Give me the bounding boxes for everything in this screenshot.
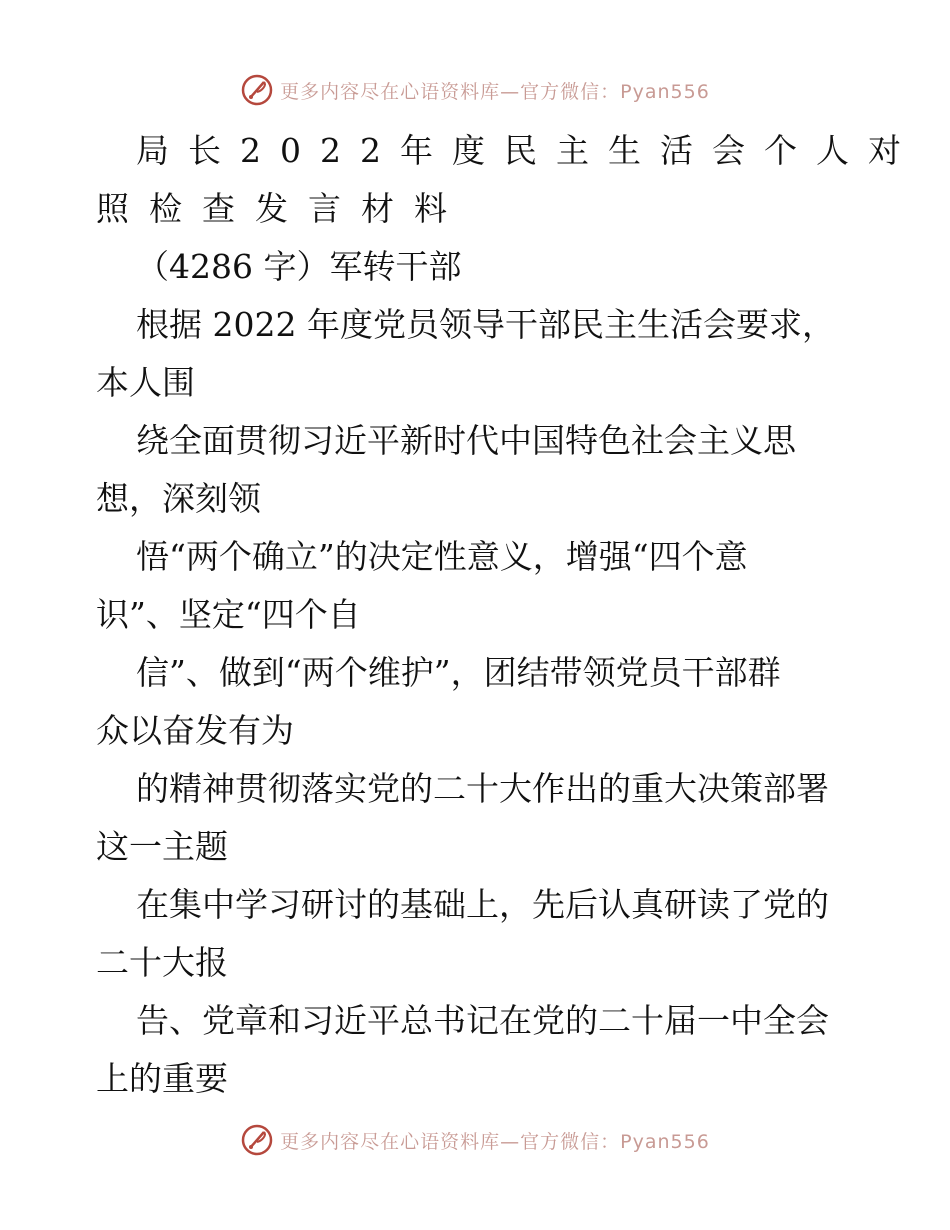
title-line-2: 照检查发言材料 [96, 189, 467, 228]
paragraph-line: 绕全面贯彻习近平新时代中国特色社会主义思 [136, 421, 796, 460]
header-watermark [0, 70, 950, 110]
watermark-text: 更多内容尽在心语资料库—官方微信：Pyan556 [280, 80, 710, 103]
paragraph-line: 识”、坚定“四个自 [96, 595, 361, 634]
quill-logo-icon [240, 1123, 274, 1157]
paragraph-line: 在集中学习研讨的基础上，先后认真研读了党的 [136, 885, 829, 924]
title-line-1: 局长2022年度民主生活会个人对 [136, 131, 920, 170]
paragraph-line: 告、党章和习近平总书记在党的二十届一中全会 [136, 1001, 829, 1040]
paragraph-line: 众以奋发有为 [96, 711, 294, 750]
paragraph-line: 这一主题 [96, 827, 228, 866]
paragraph-line: 上的重要 [96, 1059, 228, 1098]
paragraph-line: 根据 2022 年度党员领导干部民主生活会要求， [136, 305, 835, 344]
subtitle-line: （4286 字）军转干部 [136, 247, 462, 286]
document-body [96, 122, 920, 1108]
paragraph-line: 本人围 [96, 363, 195, 402]
paragraph-line: 信”、做到“两个维护”，团结带领党员干部群 [136, 653, 781, 692]
paragraph-line: 悟“两个确立”的决定性意义，增强“四个意 [136, 537, 748, 576]
paragraph-line: 的精神贯彻落实党的二十大作出的重大决策部署 [136, 769, 829, 808]
paragraph-line: 二十大报 [96, 943, 228, 982]
watermark-text: 更多内容尽在心语资料库—官方微信：Pyan556 [280, 1130, 710, 1153]
quill-logo-icon [240, 73, 274, 107]
footer-watermark [0, 1120, 950, 1160]
paragraph-line: 想，深刻领 [96, 479, 261, 518]
